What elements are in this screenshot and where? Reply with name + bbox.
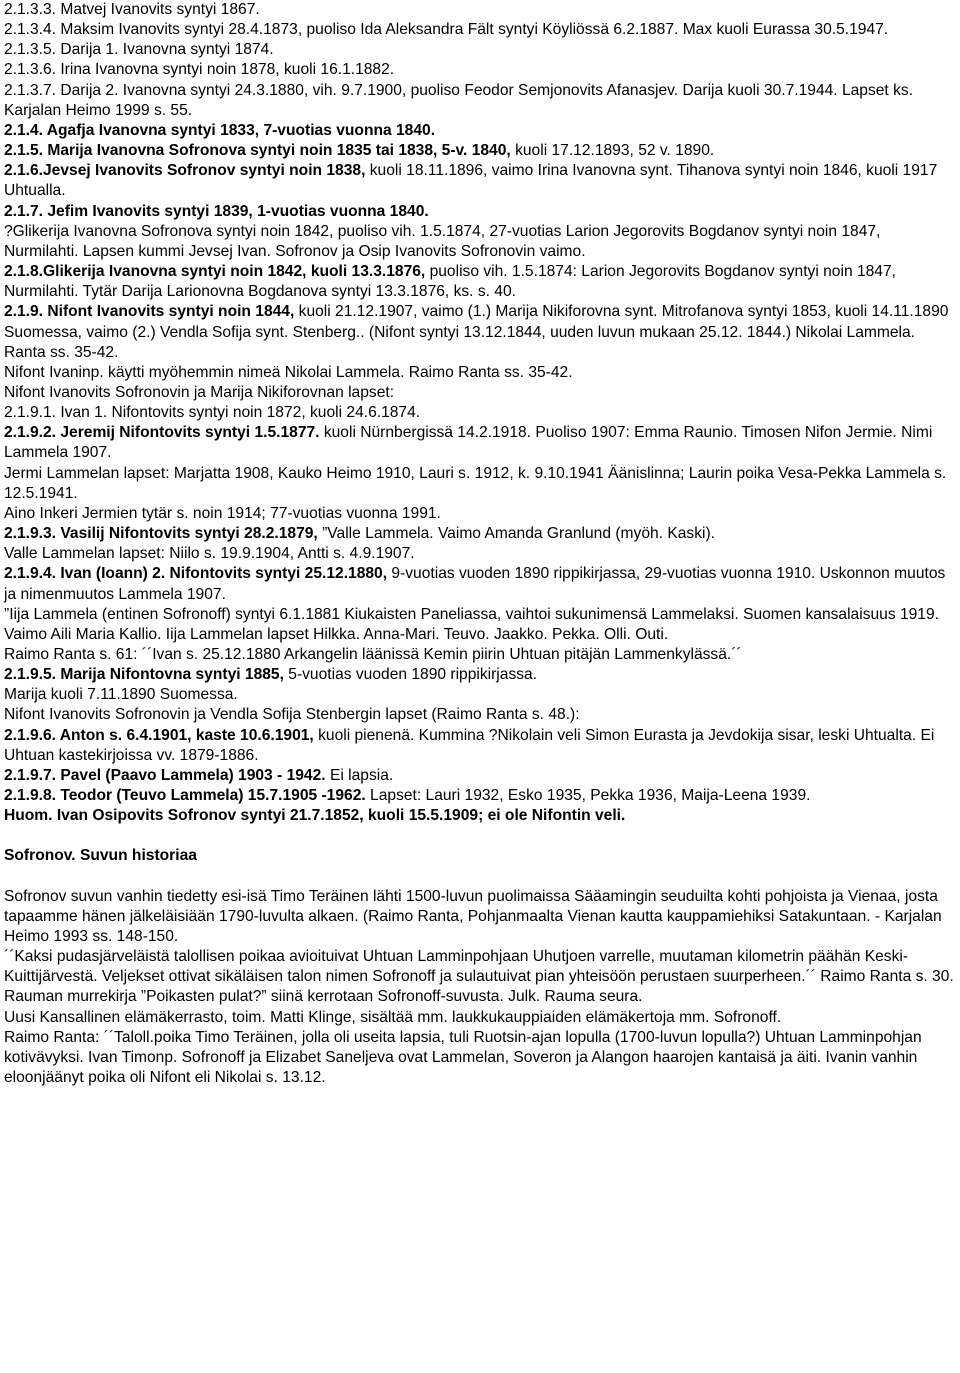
text: Uusi Kansallinen elämäkerrasto, toim. Matti Klinge, sisältää mm. laukkukauppiaiden elämäkertoja mm. Sofronoff. (4, 1008, 782, 1026)
paragraph (4, 383, 956, 403)
text: puoliso vih. 1.5.1874: Larion Jegorovits Bogdanov syntyi noin 1847, Nurmilahti. Tytär Darija Larionovna Bogdanova syntyi 13.3.1876, ks. s. 40. (4, 263, 896, 301)
blank-line (4, 826, 956, 846)
paragraph (4, 705, 956, 725)
paragraph (4, 464, 956, 504)
text: ´´Kaksi pudasjärveläistä talollisen poikaa avioituivat Uhtuan Lamminpohjaan Uhutjoen varrelle, muutaman kilometrin päähän Keski-Kuittijärvestä. Veljekset ottivat sikäläisen talon nimen Sofronoff ja sulautuivat pian yhteisöön perustaen suurperheen.´´ Raimo Ranta s. 30. (4, 948, 954, 986)
paragraph (4, 302, 956, 362)
text: ?Glikerija Ivanovna Sofronova syntyi noin 1842, puoliso vih. 1.5.1874, 27-vuotias Larion Jegorovits Bogdanov syntyi noin 1847, Nurmilahti. Lapsen kummi Jevsej Ivan. Sofronov ja Osip Ivanovits Sofronovin vaimo. (4, 222, 881, 260)
paragraph (4, 121, 956, 141)
text: Sofronov suvun vanhin tiedetty esi-isä Timo Teräinen lähti 1500-luvun puolimaissa Sääamingin seuduilta kohti pohjoista ja Vienaa, josta tapaamme hänen jälkeläisiään 1790-luvulta alkaen. (Raimo Ranta, Pohjanmaalta Vienan kautta kauppamiehiksi Satakuntaan. - Karjalan Heimo 1993 ss. 148-150. (4, 887, 942, 945)
text: Lapset: Lauri 1932, Esko 1935, Pekka 1936, Maija-Leena 1939. (365, 787, 811, 805)
bold-text: 2.1.4. Agafja Ivanovna syntyi 1833, 7-vuotias vuonna 1840. (4, 121, 436, 139)
paragraph (4, 262, 956, 302)
paragraph (4, 60, 956, 80)
paragraph (4, 161, 956, 201)
bold-text: 2.1.5. Marija Ivanovna Sofronova syntyi noin 1835 tai 1838, 5-v. 1840, (4, 142, 511, 160)
bold-text: 2.1.9.2. Jeremij Nifontovits syntyi 1.5.1877. (4, 424, 320, 442)
paragraph (4, 846, 956, 866)
paragraph (4, 544, 956, 564)
paragraph (4, 1008, 956, 1028)
text: ”Valle Lammela. Vaimo Amanda Granlund (myöh. Kaski). (317, 525, 715, 543)
paragraph (4, 564, 956, 604)
text: Nifont Ivanovits Sofronovin ja Vendla Sofija Stenbergin lapset (Raimo Ranta s. 48.): (4, 706, 580, 724)
paragraph (4, 423, 956, 463)
paragraph (4, 403, 956, 423)
text: kuoli 21.12.1907, vaimo (1.) Marija Nikiforovna synt. Mitrofanova syntyi 1853, kuoli 14.11.1890 Suomessa, vaimo (2.) Vendla Sofija synt. Stenberg.. (Nifont syntyi 13.12.1844, uuden luvun mukaan 25.12. 1844.) Nikolai Lammela. Ranta ss. 35-42. (4, 303, 949, 361)
paragraph (4, 987, 956, 1007)
bold-text: 2.1.9.5. Marija Nifontovna syntyi 1885, (4, 666, 284, 684)
bold-text: 2.1.7. Jefim Ivanovits syntyi 1839, 1-vuotias vuonna 1840. (4, 202, 429, 220)
paragraph (4, 766, 956, 786)
paragraph (4, 222, 956, 262)
paragraph (4, 726, 956, 766)
paragraph (4, 685, 956, 705)
bold-text: 2.1.9.3. Vasilij Nifontovits syntyi 28.2.1879, (4, 525, 318, 543)
bold-text: 2.1.9.8. Teodor (Teuvo Lammela) 15.7.1905 -1962. (4, 787, 366, 805)
text: Nifont Ivaninp. käytti myöhemmin nimeä Nikolai Lammela. Raimo Ranta ss. 35-42. (4, 363, 573, 381)
bold-text: Sofronov. Suvun historiaa (4, 847, 197, 865)
paragraph (4, 806, 956, 826)
text: Jermi Lammelan lapset: Marjatta 1908, Kauko Heimo 1910, Lauri s. 1912, k. 9.10.1941 Äänislinna; Laurin poika Vesa-Pekka Lammela s. 12.5.1941. (4, 464, 947, 502)
text: Raimo Ranta: ´´Taloll.poika Timo Teräinen, jolla oli useita lapsia, tuli Ruotsin-ajan lopulla (1700-luvun lopulla?) Uhtuan Lamminpohjan kotivävyksi. Ivan Timonp. Sofronoff ja Elizabet Saneljeva ovat Lammelan, Soveron ja Alangon haarojen kantaisä ja äiti. Ivanin vanhin eloonjäänyt poika oli Nifont eli Nikolai s. 13.12. (4, 1028, 922, 1086)
text: 2.1.3.4. Maksim Ivanovits syntyi 28.4.1873, puoliso Ida Aleksandra Fält syntyi Köyliössä 6.2.1887. Max kuoli Eurassa 30.5.1947. (4, 21, 889, 39)
paragraph (4, 363, 956, 383)
paragraph (4, 786, 956, 806)
paragraph (4, 665, 956, 685)
paragraph (4, 524, 956, 544)
paragraph (4, 1028, 956, 1088)
paragraph (4, 887, 956, 947)
text: Valle Lammelan lapset: Niilo s. 19.9.1904, Antti s. 4.9.1907. (4, 545, 415, 563)
bold-text: 2.1.9. Nifont Ivanovits syntyi noin 1844, (4, 303, 295, 321)
text: ”Iija Lammela (entinen Sofronoff) syntyi 6.1.1881 Kiukaisten Paneliassa, vaihtoi sukunimensä Lammelaksi. Suomen kansalaisuus 1919. Vaimo Aili Maria Kallio. Iija Lammelan lapset Hilkka. Anna-Mari. Teuvo. Jaakko. Pekka. Olli. Outi. (4, 605, 939, 643)
blank-line (4, 867, 956, 887)
text: kuoli Nürnbergissä 14.2.1918. Puoliso 1907: Emma Raunio. Timosen Nifon Jermie. Nimi Lammela 1907. (4, 424, 933, 462)
paragraph (4, 202, 956, 222)
bold-text: Huom. Ivan Osipovits Sofronov syntyi 21.7.1852, kuoli 15.5.1909; ei ole Nifontin veli. (4, 807, 626, 825)
text: Raimo Ranta s. 61: ´´Ivan s. 25.12.1880 Arkangelin läänissä Kemin piirin Uhtuan pitäjän Lammenkylässä.´´ (4, 646, 742, 663)
paragraph (4, 0, 956, 20)
text: 9-vuotias vuoden 1890 rippikirjassa, 29-vuotias vuonna 1910. Uskonnon muutos ja nimenmuutos Lammela 1907. (4, 565, 946, 603)
text: 2.1.9.1. Ivan 1. Nifontovits syntyi noin 1872, kuoli 24.6.1874. (4, 404, 421, 422)
text: 2.1.3.5. Darija 1. Ivanovna syntyi 1874. (4, 41, 274, 59)
paragraph (4, 141, 956, 161)
bold-text: 2.1.9.6. Anton s. 6.4.1901, kaste 10.6.1901, (4, 726, 314, 744)
text: Ei lapsia. (325, 766, 394, 784)
paragraph (4, 947, 956, 987)
text: kuoli 18.11.1896, vaimo Irina Ivanovna synt. Tihanova syntyi noin 1846, kuoli 1917 Uhtualla. (4, 162, 938, 200)
paragraph (4, 40, 956, 60)
text: 5-vuotias vuoden 1890 rippikirjassa. (283, 666, 538, 684)
bold-text: 2.1.6.Jevsej Ivanovits Sofronov syntyi noin 1838, (4, 162, 366, 180)
text: kuoli pienenä. Kummina ?Nikolain veli Simon Eurasta ja Jevdokija sisar, leski Uhtualta. Ei Uhtuan kastekirjoissa vv. 1879-1886. (4, 726, 935, 764)
text: Nifont Ivanovits Sofronovin ja Marija Nikiforovnan lapset: (4, 383, 395, 401)
paragraph (4, 645, 956, 665)
bold-text: 2.1.8.Glikerija Ivanovna syntyi noin 1842, kuoli 13.3.1876, (4, 263, 426, 281)
text: Rauman murrekirja ”Poikasten pulat?” siinä kerrotaan Sofronoff-suvusta. Julk. Rauma seura. (4, 988, 643, 1006)
text: 2.1.3.6. Irina Ivanovna syntyi noin 1878, kuoli 16.1.1882. (4, 61, 395, 79)
text: Aino Inkeri Jermien tytär s. noin 1914; 77-vuotias vuonna 1991. (4, 504, 441, 522)
text: 2.1.3.3. Matvej Ivanovits syntyi 1867. (4, 1, 260, 18)
paragraph (4, 20, 956, 40)
text: Marija kuoli 7.11.1890 Suomessa. (4, 686, 238, 704)
bold-text: 2.1.9.4. Ivan (Ioann) 2. Nifontovits syntyi 25.12.1880, (4, 565, 388, 583)
paragraph (4, 605, 956, 645)
bold-text: 2.1.9.7. Pavel (Paavo Lammela) 1903 - 1942. (4, 766, 326, 784)
paragraph (4, 81, 956, 121)
paragraph (4, 504, 956, 524)
text: 2.1.3.7. Darija 2. Ivanovna syntyi 24.3.1880, vih. 9.7.1900, puoliso Feodor Semjonovits Afanasjev. Darija kuoli 30.7.1944. Lapset ks. Karjalan Heimo 1999 s. 55. (4, 81, 914, 119)
text: kuoli 17.12.1893, 52 v. 1890. (510, 142, 715, 160)
